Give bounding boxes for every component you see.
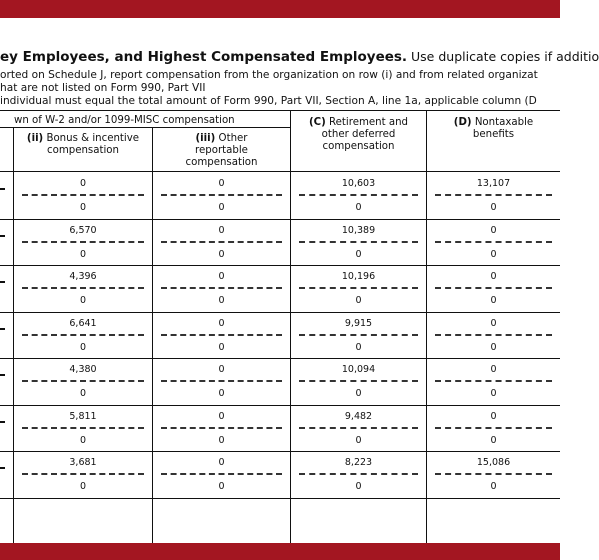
retire-row-ii-value: 0 (355, 481, 362, 492)
nontax-row-ii-value: 0 (490, 202, 497, 213)
nontax-row-i-value: 15,086 (476, 457, 511, 468)
bonus-row-ii-value: 0 (79, 249, 87, 260)
col-header-nontaxable-label-2: benefits (472, 129, 515, 140)
col-header-bonus (14, 133, 152, 157)
nontax-row-ii-value: 0 (490, 342, 497, 353)
dotted-leader (161, 194, 282, 196)
section-title-bold: ey Employees, and Highest Compensated Employees. (0, 49, 408, 65)
nontax-row-ii-value: 0 (490, 388, 497, 399)
section-title (0, 49, 599, 65)
bonus-row-i-value: 5,811 (69, 411, 97, 422)
row-tick (0, 328, 5, 330)
row-separator (0, 451, 560, 452)
bonus-row-ii-value: 0 (79, 481, 87, 492)
row-tick (0, 467, 5, 469)
nontax-row-ii-value: 0 (490, 249, 497, 260)
section-title-rest: Use duplicate copies if additio (407, 49, 599, 64)
nontax-row-i-value: 0 (490, 225, 497, 236)
row-separator (0, 358, 560, 359)
retire-row-i-value: 10,389 (341, 225, 376, 236)
dotted-leader (299, 287, 418, 289)
instruction-line-2: hat are not listed on Form 990, Part VII (0, 82, 206, 94)
bonus-row-ii-value: 0 (79, 295, 87, 306)
dotted-leader (299, 194, 418, 196)
other-row-i-value: 0 (218, 178, 225, 189)
dotted-leader (299, 334, 418, 336)
bonus-row-ii-value: 0 (79, 202, 87, 213)
bonus-row-ii-value: 0 (79, 342, 87, 353)
retire-row-ii-value: 0 (355, 202, 362, 213)
col-header-other (153, 133, 290, 169)
row-tick (0, 374, 5, 376)
col-header-retirement-label: Retirement and (325, 117, 409, 128)
col-header-nontaxable-label: Nontaxable (471, 117, 534, 128)
other-row-ii-value: 0 (218, 295, 225, 306)
retire-row-i-value: 8,223 (344, 457, 373, 468)
retire-row-i-value: 10,094 (341, 364, 376, 375)
dotted-leader (22, 334, 144, 336)
group-header-rule (0, 127, 290, 128)
nontax-row-i-value: 0 (490, 411, 497, 422)
other-row-i-value: 0 (218, 457, 225, 468)
dotted-leader (299, 427, 418, 429)
bonus-row-i-value: 6,570 (69, 225, 97, 236)
other-row-i-value: 0 (218, 411, 225, 422)
dotted-leader (161, 473, 282, 475)
bonus-row-i-value: 0 (79, 178, 87, 189)
dotted-leader (22, 380, 144, 382)
dotted-leader (435, 194, 552, 196)
other-row-ii-value: 0 (218, 202, 225, 213)
dotted-leader (435, 334, 552, 336)
other-row-ii-value: 0 (218, 435, 225, 446)
retire-row-ii-value: 0 (355, 435, 362, 446)
col-header-nontaxable-number: (D) (453, 117, 472, 128)
group-header-b: wn of W-2 and/or 1099-MISC compensation (14, 115, 235, 126)
dotted-leader (299, 241, 418, 243)
row-separator (0, 498, 560, 499)
nontax-row-ii-value: 0 (490, 481, 497, 492)
retire-row-i-value: 10,603 (341, 178, 376, 189)
col-header-nontaxable (427, 117, 560, 141)
dotted-leader (161, 380, 282, 382)
row-separator (0, 312, 560, 313)
col-header-bonus-label-2: compensation (46, 145, 119, 156)
dotted-leader (435, 287, 552, 289)
other-row-i-value: 0 (218, 225, 225, 236)
row-tick (0, 188, 5, 190)
nontax-row-ii-value: 0 (490, 435, 497, 446)
other-row-i-value: 0 (218, 318, 225, 329)
other-row-ii-value: 0 (218, 249, 225, 260)
dotted-leader (161, 334, 282, 336)
row-tick (0, 281, 5, 283)
dotted-leader (22, 241, 144, 243)
col-header-other-label: Other (215, 133, 248, 144)
row-tick (0, 421, 5, 423)
table-top-rule (0, 110, 560, 111)
retire-row-ii-value: 0 (355, 388, 362, 399)
retire-row-i-value: 9,482 (344, 411, 373, 422)
instruction-line-1: orted on Schedule J, report compensation from the organization on row (i) and from related organizat (0, 69, 538, 81)
nontax-row-i-value: 0 (490, 318, 497, 329)
other-row-ii-value: 0 (218, 388, 225, 399)
col-header-bonus-label: Bonus & incentive (43, 133, 140, 144)
col-header-retirement-number: (C) (308, 117, 326, 128)
col-header-retirement-label-3: compensation (322, 141, 395, 152)
dotted-leader (22, 427, 144, 429)
col-header-retirement (291, 117, 426, 153)
bonus-row-ii-value: 0 (79, 388, 87, 399)
top-accent-bar (0, 0, 560, 18)
dotted-leader (299, 380, 418, 382)
dotted-leader (161, 287, 282, 289)
dotted-leader (22, 194, 144, 196)
retire-row-ii-value: 0 (355, 249, 362, 260)
other-row-i-value: 0 (218, 364, 225, 375)
row-separator (0, 219, 560, 220)
row-tick (0, 235, 5, 237)
nontax-row-i-value: 13,107 (476, 178, 511, 189)
col-header-other-label-2: reportable (195, 145, 248, 156)
retire-row-ii-value: 0 (355, 342, 362, 353)
other-row-i-value: 0 (218, 271, 225, 282)
nontax-row-i-value: 0 (490, 364, 497, 375)
bonus-row-i-value: 3,681 (69, 457, 97, 468)
col-header-other-label-3: compensation (185, 157, 258, 168)
bonus-row-i-value: 6,641 (69, 318, 97, 329)
dotted-leader (435, 473, 552, 475)
row-separator (0, 405, 560, 406)
dotted-leader (299, 473, 418, 475)
dotted-leader (22, 287, 144, 289)
bottom-accent-bar (0, 543, 560, 560)
col-header-other-number: (iii) (195, 133, 216, 144)
dotted-leader (161, 241, 282, 243)
other-row-ii-value: 0 (218, 481, 225, 492)
dotted-leader (435, 241, 552, 243)
retire-row-i-value: 10,196 (341, 271, 376, 282)
dotted-leader (435, 427, 552, 429)
nontax-row-ii-value: 0 (490, 295, 497, 306)
col-header-bonus-number: (ii) (26, 133, 44, 144)
bonus-row-i-value: 4,380 (69, 364, 97, 375)
col-header-retirement-label-2: other deferred (321, 129, 396, 140)
dotted-leader (22, 473, 144, 475)
table-header-bottom-rule (0, 171, 560, 172)
instruction-line-3: individual must equal the total amount of Form 990, Part VII, Section A, line 1a, applicable column (D (0, 95, 537, 107)
row-separator (0, 265, 560, 266)
dotted-leader (161, 427, 282, 429)
dotted-leader (435, 380, 552, 382)
nontax-row-i-value: 0 (490, 271, 497, 282)
bonus-row-i-value: 4,396 (69, 271, 97, 282)
retire-row-i-value: 9,915 (344, 318, 373, 329)
other-row-ii-value: 0 (218, 342, 225, 353)
bonus-row-ii-value: 0 (79, 435, 87, 446)
retire-row-ii-value: 0 (355, 295, 362, 306)
